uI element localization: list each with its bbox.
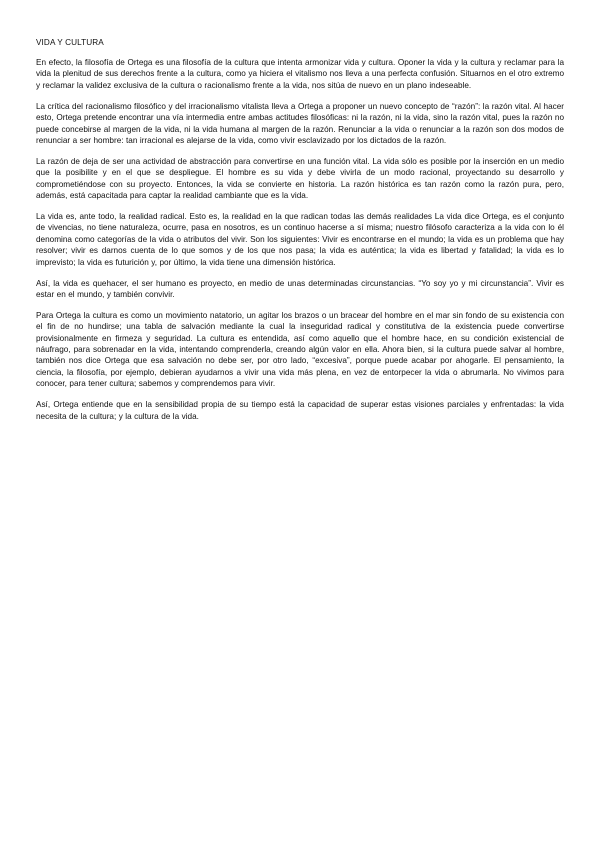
paragraph-4: La vida es, ante todo, la realidad radical. Esto es, la realidad en la que radican todas las demás realidades La vida dice Ortega, es el conjunto de vivencias, no tiene naturaleza, ocurre, pasa en nosotros, es un continuo hacerse a sí misma; nuestro filósofo caracteriza a la vida con lo él denomina como categorías de la vida o atributos del vivir. Son los siguientes: Vivir es encontrarse en el mundo; la vida es un problema que hay resolver; vivir es darnos cuenta de lo que somos y de los que nos pasa; la vida es auténtica; la vida es libertad y fatalidad; la vida es lo imprevisto; la vida es futurición y, por último, la vida tiene una dimensión histórica.: [36, 211, 564, 267]
paragraph-2: La crítica del racionalismo filosófico y del irracionalismo vitalista lleva a Ortega a proponer un nuevo concepto de “razón”: la razón vital. Al hacer esto, Ortega pretende encontrar una vía intermedia entre ambas actitudes filosóficas: ni la razón, ni la vida, sino la razón vital, pues la razón no puede concebirse al margen de la vida, ni la vida humana al margen de la razón. Renunciar a la vida o renunciar a la razón son dos modos de renunciar a ser hombre: tan irracional es alejarse de la vida, como vivir esclavizado por los dictados de la razón.: [36, 101, 564, 145]
paragraph-5: Así, la vida es quehacer, el ser humano es proyecto, en medio de unas determinadas circunstancias. “Yo soy yo y mi circunstancia”. Vivir es estar en el mundo, y también convivir.: [36, 278, 564, 299]
paragraph-7: Así, Ortega entiende que en la sensibilidad propia de su tiempo está la capacidad de superar estas visiones parciales y enfrentadas: la vida necesita de la cultura; y la cultura de la vida.: [36, 400, 564, 421]
document-title: VIDA Y CULTURA: [36, 38, 104, 47]
paragraph-6: Para Ortega la cultura es como un movimiento natatorio, un agitar los brazos o un bracear del hombre en el mar sin fondo de su existencia con el fin de no hundirse; una tabla de salvación mediante la cual la inseguridad radical y constitutiva de la existencia puede convertirse provisionalmente en firmeza y seguridad. La cultura es entendida, así como aquello que el hombre hace, en su condición existencial de náufrago, para sobrenadar en la vida, intentando comprenderla, creando algún valor en ella. Ahora bien, si la cultura puede salvar al hombre, también nos dice Ortega que esa salvación no debe ser, por otro lado, “excesiva”, porque puede acabar por ahogarle. El pensamiento, la ciencia, la filosofía, por ejemplo, debieran ayudarnos a vivir una vida más plena, en vez de entorpecer la vida o abrumarla. No vivimos para conocer, para tener cultura; sabemos y comprendemos para vivir.: [36, 310, 564, 389]
paragraph-3: La razón de deja de ser una actividad de abstracción para convertirse en una función vital. La vida sólo es posible por la inserción en un medio que la posibilite y en el que se despliegue. El hombre es su vida y debe vivirla de un modo racional, proyectando su desarrollo y comprometiéndose con su proyecto. Entonces, la vida se convierte en historia. La razón histórica es tan razón como la razón pura, pero, además, está capacitada para captar la realidad cambiante que es la vida.: [36, 156, 564, 201]
document-body: [36, 37, 564, 431]
paragraph-1: En efecto, la filosofía de Ortega es una filosofía de la cultura que intenta armonizar vida y cultura. Oponer la vida y la cultura y reclamar para la vida la plenitud de sus derechos frente a la cultura, como ya hiciera el vitalismo nos lleva a una perfecta confusión. Situarnos en el otro extremo y reclamar la validez exclusiva de la cultura o racionalismo frente a la vida, nos sitúa de nuevo en un plano indeseable.: [36, 58, 564, 90]
